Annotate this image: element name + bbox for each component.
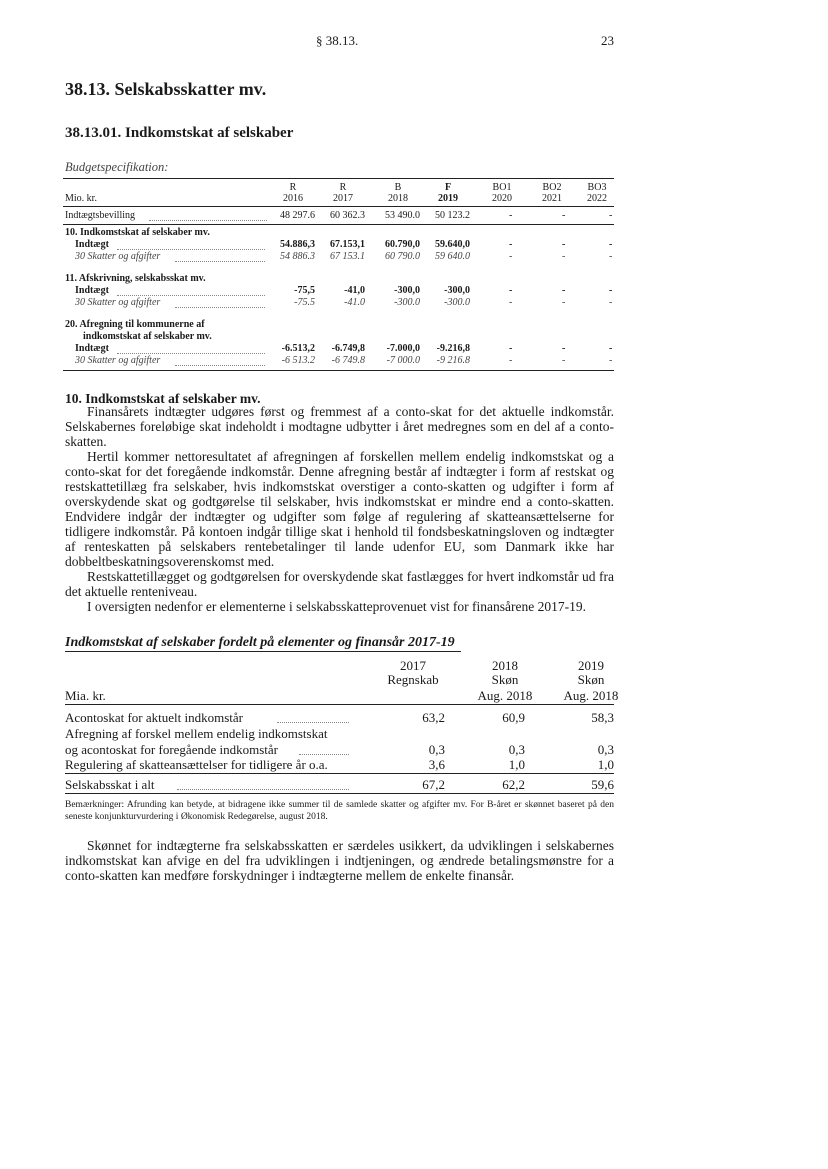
table-bottom-rule [65, 793, 614, 794]
leader-dots [175, 307, 265, 308]
leader-dots [177, 789, 349, 790]
cell-value: -6 513.2 [281, 355, 315, 366]
cell-value: -75,5 [294, 285, 315, 296]
cell-value: 59 640.0 [435, 251, 470, 262]
cell-value: 0,3 [428, 742, 445, 757]
row-label: 30 Skatter og afgifter [75, 355, 161, 366]
cell-value: -300,0 [394, 285, 420, 296]
cell-value: - [609, 285, 613, 296]
section-body [65, 404, 614, 614]
cell-value: 0,3 [508, 742, 525, 757]
leader-dots [175, 365, 265, 366]
total-rule [63, 224, 614, 225]
table-bottom-rule [63, 370, 614, 371]
cell-value: 54.886,3 [280, 239, 315, 250]
cell-value: 63,2 [422, 710, 445, 725]
leader-dots [175, 261, 265, 262]
leader-dots [117, 353, 265, 354]
leader-dots [277, 722, 349, 723]
cell-value: 62,2 [502, 777, 525, 792]
cell-value: 1,0 [597, 757, 614, 772]
cell-value: - [562, 239, 566, 250]
sum-rule [65, 773, 614, 774]
cell-value: 54 886.3 [280, 251, 315, 262]
col-year: 2016 [283, 193, 303, 204]
paragraph: Skønnet for indtægterne fra selskabsskatten er særdeles usikkert, da udviklingen i selskabernes indkomstskat kan afvige en del fra udviklingen i indtjeningen, og ændrede betalingsmønstre for a conto-skatten kan medføre forskydninger i indtægterne mellem de enkelte finansår. [65, 838, 614, 883]
unit-label: Mio. kr. [65, 193, 97, 204]
cell-value: 67 153.1 [330, 251, 365, 262]
cell-value: 60.790,0 [385, 239, 420, 250]
col-year: 2017 [400, 658, 426, 673]
col-sub: Skøn [577, 672, 605, 687]
cell-value: -6 749.8 [331, 355, 365, 366]
cell-value: -7 000.0 [386, 355, 420, 366]
col-letter: R [289, 182, 297, 193]
title-underline [65, 651, 461, 652]
cell-value: -9.216,8 [436, 343, 470, 354]
row-label: Indtægt [75, 239, 109, 250]
col-letter: BO3 [587, 182, 607, 193]
cell-value: -300.0 [444, 297, 470, 308]
cell-value: 48 297.6 [280, 210, 315, 221]
leader-dots [299, 754, 349, 755]
cell-value: - [562, 285, 566, 296]
cell-value: - [562, 343, 566, 354]
overview-table-title: Indkomstskat af selskaber fordelt på elementer og finansår 2017-19 [65, 635, 455, 650]
paragraph: Restskattetillægget og godtgørelsen for overskydende skat fastlægges for hvert indkomstår ud fra det aktuelle renteniveau. [65, 569, 614, 599]
closing-text [65, 838, 614, 883]
col-letter: BO1 [492, 182, 512, 193]
cell-value: - [509, 239, 513, 250]
cell-value: - [609, 210, 613, 221]
col-sub: Regnskab [387, 672, 439, 687]
paragraph: Finansårets indtægter udgøres først og fremmest af a conto-skat for det aktuelle indkomstår. Selskabernes foreløbige skat indeholdt i modtagne udbytter i året medregnes som en del af a conto-skatten. [65, 404, 614, 449]
row-label: 30 Skatter og afgifter [75, 251, 161, 262]
cell-value: - [609, 355, 613, 366]
col-year: 2018 [388, 193, 408, 204]
row-label: Indtægt [75, 285, 109, 296]
cell-value: - [509, 355, 513, 366]
total-label: Selskabsskat i alt [65, 777, 155, 792]
col-year: 2018 [492, 658, 518, 673]
running-header-section: § 38.13. [316, 33, 359, 48]
cell-value: - [562, 210, 566, 221]
col-letter: F [444, 182, 452, 193]
paragraph: Hertil kommer nettoresultatet af afregningen af forskellen mellem endelig indkomstskat og a conto-skat for det foregående indkomstår. Denne afregning består af indtægter i form af restskat og restskattetillæg fra selskaber, hvis indkomstskat overstiger a conto-skatten og udgifter i form af overskydende skat og godtgørelse til selskaber, hvis indkomstskat er mindre end a conto-skatten. Endvidere indgår der indtægter og udgifter som følge af regulering af skatteansættelserne for tidligere indkomstår. På kontoen indgår tillige skat i henhold til fondsbeskatningsloven og indtægter af renteskatten på selskabers rentebetalinger til lande udenfor EU, som Danmark ikke har dobbeltbeskatningsoverenskomst med. [65, 449, 614, 569]
cell-value: - [509, 297, 513, 308]
table-top-rule [63, 178, 614, 179]
col-year: 2020 [492, 193, 512, 204]
cell-value: -6.513,2 [281, 343, 315, 354]
cell-value: -41.0 [344, 297, 365, 308]
cell-value: - [609, 343, 613, 354]
row-label: Regulering af skatteansættelser for tidligere år o.a. [65, 757, 328, 772]
cell-value: - [509, 343, 513, 354]
paragraph: I oversigten nedenfor er elementerne i selskabsskatteprovenuet vist for finansårene 2017-19. [87, 599, 586, 614]
col-year: 2017 [333, 193, 353, 204]
unit-label: Mia. kr. [65, 688, 106, 703]
cell-value: - [609, 297, 613, 308]
cell-value: 60,9 [502, 710, 525, 725]
cell-value: -41,0 [344, 285, 365, 296]
cell-value: - [562, 297, 566, 308]
cell-value: - [509, 210, 513, 221]
page-number: 23 [601, 33, 614, 48]
cell-value: - [609, 239, 613, 250]
col-sub: Aug. 2018 [477, 688, 533, 703]
cell-value: 67,2 [422, 777, 445, 792]
cell-value: -6.749,8 [331, 343, 365, 354]
table-note: Bemærkninger: Afrunding kan betyde, at bidragene ikke summer til de samlede skatter og afgifter mv. For B-året er skønnet baseret på den seneste konjunkturvurdering i Økonomisk Redegørelse, august 2018. [65, 800, 614, 822]
col-letter: BO2 [542, 182, 562, 193]
col-letter: R [339, 182, 347, 193]
group-heading: 11. Afskrivning, selskabsskat mv. [65, 273, 206, 284]
header-rule [65, 704, 614, 705]
col-year: 2019 [578, 658, 604, 673]
cell-value: - [509, 285, 513, 296]
total-row-label: Indtægtsbevilling [65, 210, 135, 221]
cell-value: - [509, 251, 513, 262]
cell-value: - [609, 251, 613, 262]
group-heading: 10. Indkomstskat af selskaber mv. [65, 227, 210, 238]
page-title: 38.13. Selskabsskatter mv. [65, 79, 267, 99]
cell-value: -300.0 [394, 297, 420, 308]
section-subtitle: 38.13.01. Indkomstskat af selskaber [65, 125, 294, 141]
group-heading: 20. Afregning til kommunerne af [65, 319, 205, 330]
section-heading: 10. Indkomstskat af selskaber mv. [65, 391, 261, 406]
leader-dots [117, 249, 265, 250]
leader-dots [149, 220, 267, 221]
row-label: og acontoskat for foregående indkomstår [65, 742, 278, 757]
budget-specification-label: Budgetspecifikation: [65, 160, 169, 174]
cell-value: 50 123.2 [435, 210, 470, 221]
cell-value: 60 790.0 [385, 251, 420, 262]
cell-value: 53 490.0 [385, 210, 420, 221]
col-sub: Skøn [491, 672, 519, 687]
cell-value: - [562, 355, 566, 366]
cell-value: - [562, 251, 566, 262]
cell-value: -9 216.8 [436, 355, 470, 366]
cell-value: 3,6 [428, 757, 445, 772]
cell-value: 0,3 [597, 742, 614, 757]
header-rule [63, 206, 614, 207]
row-label: Afregning af forskel mellem endelig indkomstskat [65, 726, 328, 741]
col-year: 2022 [587, 193, 607, 204]
col-letter: B [394, 182, 402, 193]
cell-value: 60 362.3 [330, 210, 365, 221]
cell-value: 1,0 [508, 757, 525, 772]
col-sub: Aug. 2018 [563, 688, 619, 703]
group-heading-cont: indkomstskat af selskaber mv. [83, 331, 212, 342]
cell-value: 67.153,1 [330, 239, 365, 250]
cell-value: -300,0 [444, 285, 470, 296]
row-label: Acontoskat for aktuelt indkomstår [65, 710, 243, 725]
row-label: 30 Skatter og afgifter [75, 297, 161, 308]
cell-value: 58,3 [591, 710, 614, 725]
cell-value: -7.000,0 [386, 343, 420, 354]
leader-dots [117, 295, 265, 296]
col-year: 2019 [438, 193, 458, 204]
cell-value: -75.5 [294, 297, 315, 308]
col-year: 2021 [542, 193, 562, 204]
row-label: Indtægt [75, 343, 109, 354]
cell-value: 59,6 [591, 777, 614, 792]
cell-value: 59.640,0 [435, 239, 470, 250]
